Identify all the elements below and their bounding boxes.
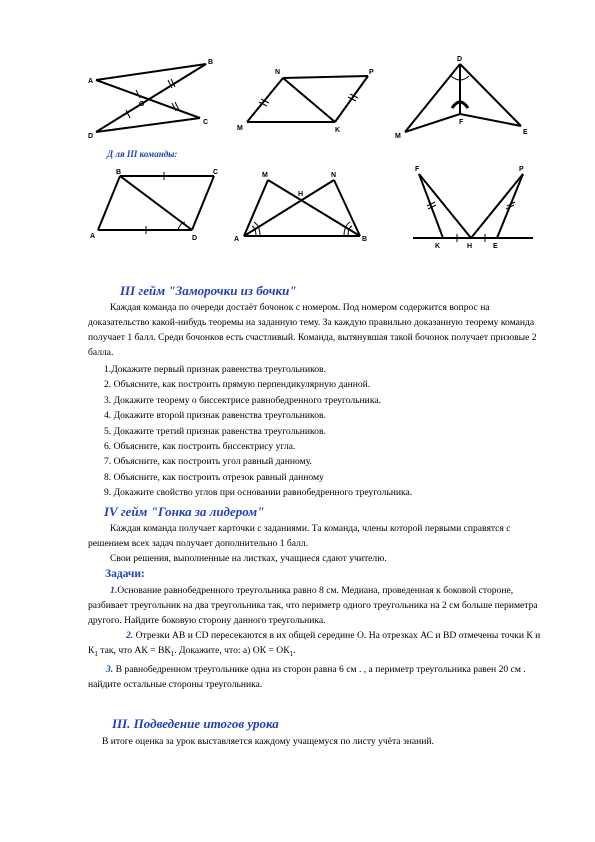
task-number: 2.	[126, 630, 134, 641]
task-text: В равнобедренном треугольнике одна из сторон равна 6 см . , а периметр треугольника равен 20 см . найдите остальные стороны треугольника.	[88, 663, 526, 690]
point-label: H	[467, 243, 473, 250]
figure-symmetric-segments	[405, 160, 540, 250]
list-item: 4. Докажите второй признак равенства треугольников.	[104, 410, 326, 422]
game4-note: Свои решения, выполненные на листках, учащиеся сдают учителю.	[110, 553, 387, 564]
task-text: так, что АК = ВК	[97, 645, 171, 656]
point-label: A	[88, 78, 94, 85]
point-label: A	[234, 236, 240, 243]
figure-isosceles-crossing	[232, 166, 372, 246]
point-label: D	[88, 133, 94, 140]
summary-block	[88, 734, 548, 749]
task-number: 1.	[110, 585, 118, 596]
point-label: M	[262, 172, 268, 179]
point-label: K	[335, 127, 341, 134]
tasks-label: Задачи:	[105, 568, 145, 580]
subscript: 1	[289, 649, 294, 658]
list-item: 9. Докажите свойство углов при основании равнобедренного треугольника.	[104, 487, 413, 499]
subscript: 1	[170, 649, 175, 658]
point-label: C	[213, 169, 219, 176]
point-label: P	[369, 69, 374, 76]
list-item: 6. Объясните, как построить биссектрису угла.	[104, 441, 296, 453]
task-text: . Докажите, что: а) ОК = ОК	[174, 645, 290, 656]
tasks-block	[88, 583, 548, 692]
point-label: B	[116, 169, 122, 176]
game3-intro-text: Каждая команда по очереди достаёт бочонок с номером. Под номером содержится вопрос на доказательство какой-нибудь теоремы на заданную тему. За каждую правильно доказанную теорему команда получает 1 балл. Среди бочонков есть счастливый. Команда, вытянувшая такой бочонок получает призовые 2 балла.	[88, 302, 537, 358]
point-label: D	[192, 235, 198, 242]
summary-title: III. Подведение итогов урока	[112, 716, 279, 731]
point-label: M	[395, 133, 401, 140]
point-label: N	[331, 172, 337, 179]
point-label: B	[208, 59, 214, 66]
caption-team3: Д ля III команды:	[107, 149, 178, 159]
task-3	[88, 662, 548, 692]
point-label: P	[519, 166, 524, 173]
task-text: Отрезки АВ и CD пересекаются в их общей середине О. На отрезках АС и BD отмечены точки К и К	[88, 630, 541, 656]
list-item: 3. Докажите теорему о биссектрисе равнобедренного треугольника.	[104, 394, 381, 406]
point-label: E	[523, 129, 528, 136]
game3-intro	[88, 300, 548, 360]
point-label: K	[435, 243, 441, 250]
point-label: N	[275, 69, 281, 76]
figure-parallelogram-mnpk	[235, 62, 375, 137]
task-text: .	[293, 645, 296, 656]
game4-intro	[88, 521, 548, 566]
point-label: E	[493, 243, 498, 250]
game3-title: III гейм "Заморочки из бочки"	[120, 283, 297, 298]
list-item: 7. Объясните, как построить угол равный данному.	[104, 456, 312, 468]
task-1	[88, 583, 548, 628]
game4-intro-text: Каждая команда получает карточки с заданиями. Та команда, члены которой первыми справятся с решением всех задач получает дополнительно 1 балл.	[88, 523, 511, 549]
point-label: D	[457, 56, 463, 63]
task-number: 3.	[106, 663, 114, 675]
figure-parallelogram-abcd	[88, 166, 223, 246]
list-item: 8. Объясните, как построить отрезок равный данному	[104, 471, 324, 483]
point-label: F	[459, 119, 464, 126]
summary-text: В итоге оценка за урок выставляется каждому учащемуся по листу учёта знаний.	[102, 736, 434, 747]
list-item: 5. Докажите третий признак равенства треугольников.	[104, 425, 326, 437]
subscript: 1	[94, 649, 98, 658]
point-label: F	[415, 166, 420, 173]
point-label: C	[203, 119, 209, 126]
list-item: 1.Докажите первый признак равенства треугольников.	[104, 364, 326, 375]
point-label: O	[139, 101, 145, 108]
list-item: 2. Объясните, как построить прямую перпендикулярную данной.	[104, 379, 371, 391]
task-text: Основание равнобедренного треугольника равно 8 см. Медиана, проведенная к боковой стороне, разбивает треугольник на два треугольника так, что периметр одного треугольника на 2 см больше периметра другого. Найдите боковую сторону данного треугольника.	[88, 585, 538, 626]
point-label: M	[237, 125, 243, 132]
point-label: A	[90, 233, 96, 240]
game3-question-list	[104, 362, 412, 501]
figure-crossed-segments	[86, 52, 216, 142]
figure-kite-dmfe	[393, 52, 533, 142]
game4-title: IV гейм "Гонка за лидером"	[104, 504, 265, 519]
task-2	[88, 628, 548, 662]
point-label: H	[298, 191, 304, 198]
point-label: B	[362, 236, 368, 243]
